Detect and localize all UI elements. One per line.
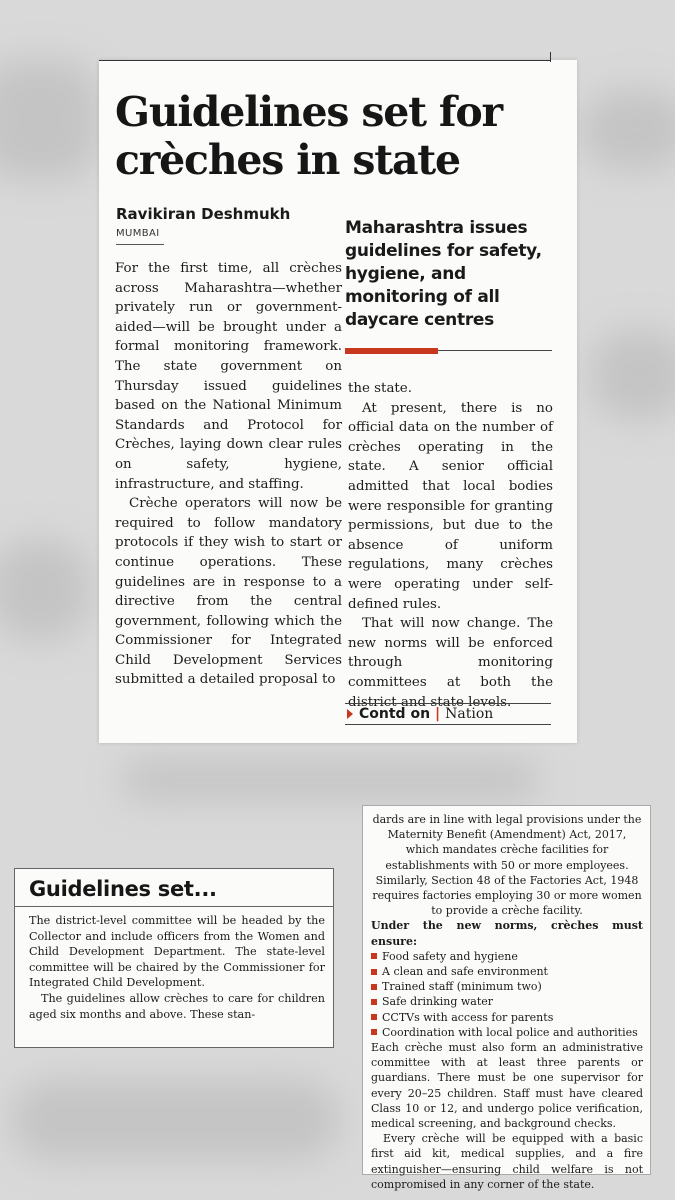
top-rule xyxy=(99,60,551,61)
list-item: CCTVs with access for parents xyxy=(371,1010,643,1025)
continuation-clipping-left xyxy=(14,868,334,1048)
paragraph: At present, there is no official data on the number of crèches operating in the state. A senior official admitted that local bodies were responsible for granting permissions, but due to the absence of uniform regulations, many crèches were operating under self-defined rules. xyxy=(348,400,553,612)
article-right-column xyxy=(348,379,553,712)
continuation-body xyxy=(29,913,325,1022)
bullet-square-icon xyxy=(371,984,377,990)
list-item: Food safety and hygiene xyxy=(371,949,643,964)
title-rule xyxy=(15,906,333,907)
bullet-square-icon xyxy=(371,1014,377,1020)
paragraph: Crèche operators will now be required to follow mandatory protocols if they wish to start or continue operations. These guidelines are in response to a directive from the central government, following which the Commissioner for Integrated Child Development Services submitted a detailed proposal to xyxy=(115,496,342,688)
background-blur xyxy=(0,60,100,180)
continuation-title: Guidelines set... xyxy=(29,877,217,901)
continued-on-marker xyxy=(345,703,551,725)
background-blur xyxy=(590,330,675,420)
background-blur xyxy=(0,540,90,640)
pull-quote-rule xyxy=(438,350,552,351)
continued-label: Contd on xyxy=(359,706,431,722)
paragraph: dards are in line with legal provisions under the Maternity Benefit (Amendment) Act, 2017, which mandates crèche facilities for establishments with 50 or more employees. Similarly, Section 48 of the Factories Act, 1948 requires factories employing 30 or more women to provide a crèche facility. xyxy=(372,813,642,918)
triangle-icon xyxy=(347,709,353,719)
paragraph: For the first time, all crèches across Maharashtra—whether privately run or government-aided—will be brought under a formal monitoring framework. The state government on Thursday issued guidelines based on the National Minimum Standards and Protocol for Crèches, laying down clear rules on safety, hygiene, infrastructure, and staffing. xyxy=(115,261,342,492)
continued-section: Nation xyxy=(445,706,494,722)
paragraph: Each crèche must also form an administrative committee with at least three parents or guardians. There must be one supervisor for every 20–25 children. Staff must have cleared Class 10 or 12, and undergo police verification, medical screening, and background checks. xyxy=(371,1041,643,1131)
bullet-square-icon xyxy=(371,999,377,1005)
requirements-list xyxy=(371,949,643,1040)
background-blur xyxy=(120,760,540,800)
dateline: MUMBAI xyxy=(116,228,160,239)
top-rule-tick xyxy=(550,52,551,62)
separator: | xyxy=(435,706,441,722)
headline: Guidelines set for crèches in state xyxy=(115,88,502,184)
list-item: A clean and safe environment xyxy=(371,964,643,979)
paragraph: The district-level committee will be headed by the Collector and include officers from the Women and Child Development Department. The state-level committee will be chaired by the Commissioner for Integrated Child Development. xyxy=(29,914,325,990)
pull-quote: Maharashtra issues guidelines for safety, hygiene, and monitoring of all daycare centres xyxy=(345,218,542,330)
main-article-clipping xyxy=(99,60,577,743)
subhead: Under the new norms, crèches must ensure: xyxy=(371,919,643,948)
paragraph: Every crèche will be equipped with a basic first aid kit, medical supplies, and a fire extinguisher—ensuring child welfare is not compromised in any corner of the state. xyxy=(371,1132,643,1191)
continuation-clipping-right xyxy=(362,805,651,1191)
background-blur xyxy=(10,1080,340,1160)
paragraph: the state. xyxy=(348,381,412,396)
bullet-square-icon xyxy=(371,953,377,959)
paragraph: The guidelines allow crèches to care for children aged six months and above. These stan- xyxy=(29,991,325,1021)
pull-quote-accent-bar xyxy=(345,348,438,354)
article-left-column xyxy=(115,259,342,690)
bullet-square-icon xyxy=(371,969,377,975)
byline: Ravikiran Deshmukh xyxy=(116,205,291,223)
list-item: Coordination with local police and authorities xyxy=(371,1025,643,1040)
paragraph: That will now change. The new norms will be enforced through monitoring committees at both the district and state levels. xyxy=(348,616,553,710)
background-blur xyxy=(580,90,675,170)
list-item: Safe drinking water xyxy=(371,994,643,1009)
bullet-square-icon xyxy=(371,1029,377,1035)
continuation-body xyxy=(371,812,643,1192)
dateline-rule xyxy=(116,244,164,245)
list-item: Trained staff (minimum two) xyxy=(371,979,643,994)
